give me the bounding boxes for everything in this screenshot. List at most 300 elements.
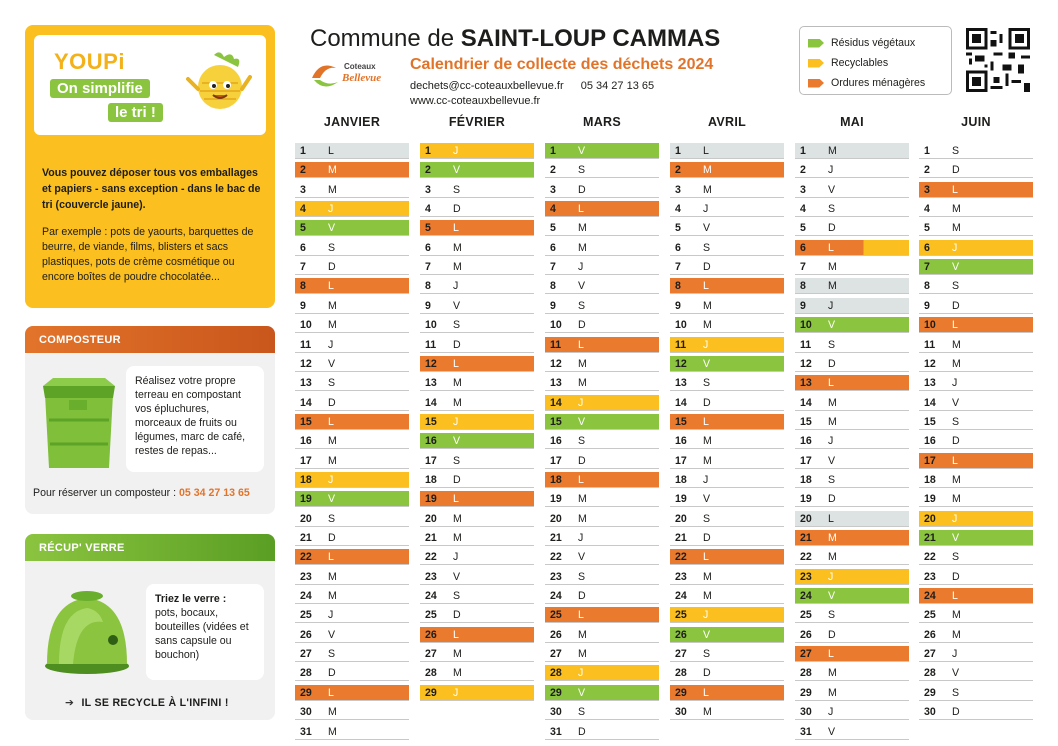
weekday-letter: S xyxy=(952,280,960,293)
day-row xyxy=(795,317,909,333)
weekday-letter: M xyxy=(453,396,462,409)
day-number: 18 xyxy=(550,473,562,486)
day-row xyxy=(545,201,659,217)
weekday-letter: M xyxy=(703,164,712,177)
day-number: 12 xyxy=(675,357,687,370)
day-row xyxy=(295,433,409,449)
weekday-letter: M xyxy=(828,261,837,274)
day-row xyxy=(295,375,409,391)
day-number: 4 xyxy=(300,203,306,216)
day-number: 3 xyxy=(924,183,930,196)
weekday-letter: J xyxy=(703,473,709,486)
day-number: 26 xyxy=(300,628,312,641)
day-row xyxy=(919,549,1033,565)
day-row xyxy=(795,685,909,701)
day-number: 30 xyxy=(800,706,812,719)
weekday-letter: M xyxy=(578,648,587,661)
day-number: 18 xyxy=(800,473,812,486)
day-number: 11 xyxy=(675,338,687,351)
day-number: 3 xyxy=(550,183,556,196)
commune-name: SAINT-LOUP CAMMAS xyxy=(460,25,721,52)
day-number: 18 xyxy=(924,473,936,486)
day-row xyxy=(295,317,409,333)
day-number: 10 xyxy=(924,319,936,332)
day-number: 21 xyxy=(800,532,812,544)
day-number: 6 xyxy=(300,241,306,254)
youpi-title: YOUPi xyxy=(54,49,125,74)
day-number: 20 xyxy=(800,512,812,525)
weekday-letter: J xyxy=(952,512,958,525)
day-number: 25 xyxy=(675,609,687,622)
day-number: 22 xyxy=(300,551,312,564)
day-row xyxy=(919,665,1033,681)
weekday-letter: M xyxy=(828,551,837,564)
month-column xyxy=(670,115,784,719)
day-row xyxy=(545,375,659,391)
day-row xyxy=(295,453,409,469)
legend-yellow-tag-icon xyxy=(808,59,824,68)
day-number: 15 xyxy=(924,415,936,428)
day-row xyxy=(420,240,534,256)
weekday-letter: L xyxy=(453,493,459,506)
day-number: 22 xyxy=(675,551,687,564)
day-number: 13 xyxy=(675,377,687,390)
day-row xyxy=(919,511,1033,527)
day-number: 13 xyxy=(800,377,812,390)
weekday-letter: D xyxy=(952,435,960,448)
day-row xyxy=(545,685,659,701)
day-row xyxy=(420,685,534,701)
arrow-right-icon: ➔ xyxy=(65,697,75,709)
weekday-letter: L xyxy=(578,203,584,216)
day-number: 11 xyxy=(425,338,437,351)
day-row xyxy=(545,433,659,449)
day-row xyxy=(795,665,909,681)
day-number: 5 xyxy=(800,222,806,235)
weekday-letter: S xyxy=(703,512,711,525)
weekday-letter: M xyxy=(328,706,337,719)
day-number: 3 xyxy=(675,183,681,196)
day-number: 7 xyxy=(425,261,431,274)
day-row xyxy=(545,704,659,720)
day-number: 12 xyxy=(550,357,562,370)
day-row xyxy=(420,220,534,236)
day-number: 21 xyxy=(425,532,437,544)
day-row xyxy=(295,240,409,256)
weekday-letter: D xyxy=(952,164,960,177)
weekday-letter: D xyxy=(703,667,711,680)
day-row xyxy=(420,375,534,391)
weekday-letter: M xyxy=(453,667,462,680)
day-number: 8 xyxy=(800,280,806,293)
day-row xyxy=(795,511,909,527)
day-number: 7 xyxy=(924,261,930,274)
day-number: 15 xyxy=(425,415,437,428)
commune-prefix: Commune de xyxy=(310,25,455,52)
day-number: 4 xyxy=(675,203,681,216)
month-name: FÉVRIER xyxy=(448,115,506,129)
day-row xyxy=(670,627,784,643)
weekday-letter: J xyxy=(453,280,459,293)
day-row xyxy=(295,724,409,740)
legend-label: Recyclables xyxy=(831,57,889,69)
weekday-letter: M xyxy=(578,493,587,506)
weekday-letter: V xyxy=(952,532,960,544)
day-number: 22 xyxy=(924,551,936,564)
day-number: 6 xyxy=(924,241,930,254)
weekday-letter: D xyxy=(453,203,461,216)
day-row xyxy=(795,472,909,488)
day-number: 4 xyxy=(550,203,556,216)
day-number: 19 xyxy=(425,493,437,506)
day-number: 14 xyxy=(800,396,812,409)
weekday-letter: L xyxy=(328,280,334,293)
weekday-letter: V xyxy=(578,551,586,564)
weekday-letter: J xyxy=(952,377,958,390)
day-number: 18 xyxy=(300,473,312,486)
contact-email[interactable]: dechets@cc-coteauxbellevue.fr xyxy=(410,80,564,92)
day-number: 26 xyxy=(675,628,687,641)
weekday-letter: M xyxy=(578,628,587,641)
day-row xyxy=(919,317,1033,333)
weekday-letter: S xyxy=(828,473,836,486)
day-number: 26 xyxy=(550,628,562,641)
youpi-tagline-1: On simplifie xyxy=(50,79,150,98)
day-row xyxy=(919,569,1033,585)
weekday-letter: J xyxy=(828,435,834,448)
day-number: 8 xyxy=(924,280,930,293)
day-number: 23 xyxy=(675,570,687,583)
weekday-letter: L xyxy=(828,648,834,661)
weekday-letter: M xyxy=(952,493,961,506)
day-number: 3 xyxy=(300,183,306,196)
weekday-letter: S xyxy=(828,203,836,216)
day-number: 10 xyxy=(800,319,812,332)
day-number: 28 xyxy=(924,667,936,680)
day-number: 27 xyxy=(425,648,437,661)
day-row xyxy=(545,530,659,546)
day-row xyxy=(295,511,409,527)
weekday-letter: S xyxy=(703,648,711,661)
weekday-letter: J xyxy=(453,145,459,157)
day-number: 27 xyxy=(550,648,562,661)
day-row xyxy=(295,569,409,585)
youpi-tagline-2: le tri ! xyxy=(108,103,163,122)
weekday-letter: V xyxy=(453,570,461,583)
weekday-letter: L xyxy=(703,551,709,564)
day-row xyxy=(795,395,909,411)
tri-info-card xyxy=(25,25,275,308)
day-row xyxy=(420,549,534,565)
weekday-letter: M xyxy=(328,435,337,448)
day-number: 3 xyxy=(800,183,806,196)
day-row xyxy=(795,453,909,469)
weekday-letter: M xyxy=(578,241,587,254)
recup-verre-bubble-text: pots, bocaux, bouteilles (vidées et sans capsule ou bouchon) xyxy=(155,607,249,661)
weekday-letter: S xyxy=(453,319,461,332)
month-name: MARS xyxy=(582,115,621,129)
day-row xyxy=(295,162,409,178)
day-row xyxy=(295,201,409,217)
day-number: 14 xyxy=(300,396,312,409)
weekday-letter: S xyxy=(828,609,836,622)
weekday-letter: D xyxy=(952,570,960,583)
day-row xyxy=(670,549,784,565)
day-row xyxy=(670,511,784,527)
weekday-letter: V xyxy=(703,628,711,641)
day-row xyxy=(670,220,784,236)
day-number: 13 xyxy=(425,377,437,390)
day-number: 5 xyxy=(550,222,556,235)
day-number: 25 xyxy=(550,609,562,622)
day-row xyxy=(919,278,1033,294)
weekday-letter: D xyxy=(453,609,461,622)
legend-item-vegetaux xyxy=(808,33,943,53)
weekday-letter: D xyxy=(328,396,336,409)
day-row xyxy=(545,472,659,488)
day-number: 7 xyxy=(300,261,306,274)
day-row xyxy=(919,259,1033,275)
weekday-letter: S xyxy=(328,241,336,254)
day-number: 11 xyxy=(800,338,812,351)
day-number: 15 xyxy=(675,415,687,428)
day-number: 10 xyxy=(675,319,687,332)
day-number: 25 xyxy=(924,609,936,622)
day-row xyxy=(795,646,909,662)
day-row xyxy=(919,588,1033,604)
day-row xyxy=(545,549,659,565)
day-row xyxy=(919,395,1033,411)
weekday-letter: L xyxy=(328,551,334,564)
day-row xyxy=(919,472,1033,488)
weekday-letter: L xyxy=(952,183,958,196)
weekday-letter: L xyxy=(453,357,459,370)
day-number: 14 xyxy=(425,396,437,409)
day-row xyxy=(420,182,534,198)
day-number: 5 xyxy=(924,222,930,235)
day-number: 16 xyxy=(425,435,437,448)
day-number: 8 xyxy=(300,280,306,293)
day-row xyxy=(545,588,659,604)
day-row xyxy=(670,685,784,701)
day-row xyxy=(420,453,534,469)
page-subtitle: Calendrier de collecte des déchets 2024 xyxy=(410,56,714,73)
weekday-letter: L xyxy=(952,319,958,332)
weekday-letter: J xyxy=(578,261,584,274)
day-number: 16 xyxy=(675,435,687,448)
weekday-letter: M xyxy=(828,532,837,544)
day-number: 17 xyxy=(800,454,812,467)
day-row xyxy=(670,317,784,333)
day-row xyxy=(670,182,784,198)
weekday-letter: L xyxy=(453,628,459,641)
weekday-letter: J xyxy=(328,203,334,216)
day-row xyxy=(545,607,659,623)
day-row xyxy=(795,259,909,275)
weekday-letter: J xyxy=(578,667,584,680)
day-row xyxy=(670,375,784,391)
composteur-reservation-label: Pour réserver un composteur : xyxy=(33,487,177,499)
day-row xyxy=(295,298,409,314)
day-row xyxy=(919,375,1033,391)
weekday-letter: M xyxy=(328,454,337,467)
weekday-letter: M xyxy=(328,725,337,738)
day-row xyxy=(670,646,784,662)
day-row xyxy=(545,491,659,507)
day-row xyxy=(420,414,534,430)
weekday-letter: V xyxy=(578,145,586,157)
day-row xyxy=(545,317,659,333)
weekday-letter: D xyxy=(328,261,336,274)
day-number: 12 xyxy=(924,357,936,370)
day-row xyxy=(670,240,784,256)
weekday-letter: V xyxy=(828,454,836,467)
weekday-letter: M xyxy=(703,570,712,583)
day-number: 24 xyxy=(924,590,936,603)
contact-website[interactable]: www.cc-coteauxbellevue.fr xyxy=(410,95,541,107)
day-row xyxy=(545,337,659,353)
day-number: 19 xyxy=(550,493,562,506)
day-row xyxy=(919,182,1033,198)
day-number: 14 xyxy=(924,396,936,409)
day-number: 10 xyxy=(425,319,437,332)
day-row xyxy=(545,395,659,411)
month-name: JUIN xyxy=(961,115,991,129)
day-row xyxy=(670,665,784,681)
day-number: 12 xyxy=(300,357,312,370)
day-number: 2 xyxy=(425,164,431,177)
day-number: 16 xyxy=(550,435,562,448)
day-row xyxy=(295,588,409,604)
weekday-letter: V xyxy=(578,415,586,428)
recup-verre-bubble-title: Triez le verre : xyxy=(155,593,227,605)
weekday-letter: M xyxy=(828,396,837,409)
day-row xyxy=(670,143,784,159)
day-row xyxy=(795,375,909,391)
day-row xyxy=(919,607,1033,623)
day-number: 27 xyxy=(300,648,312,661)
weekday-letter: D xyxy=(703,532,711,544)
recup-verre-card xyxy=(25,534,275,720)
day-number: 28 xyxy=(300,667,312,680)
weekday-letter: V xyxy=(453,164,461,177)
day-number: 7 xyxy=(800,261,806,274)
weekday-letter: M xyxy=(578,222,587,235)
day-row xyxy=(420,143,534,159)
day-number: 31 xyxy=(800,725,812,738)
day-number: 30 xyxy=(300,706,312,719)
tri-bold-text: Vous pouvez déposer tous vos emballages et papiers - sans exception - dans le bac de tri (couvercle jaune). xyxy=(42,167,261,211)
day-row xyxy=(420,162,534,178)
day-row xyxy=(919,337,1033,353)
day-row xyxy=(295,665,409,681)
weekday-letter: J xyxy=(453,551,459,564)
month-column xyxy=(295,115,409,738)
weekday-letter: S xyxy=(952,145,960,157)
day-row xyxy=(795,278,909,294)
day-row xyxy=(919,453,1033,469)
day-row xyxy=(795,724,909,740)
day-row xyxy=(420,317,534,333)
day-row xyxy=(670,337,784,353)
day-number: 2 xyxy=(550,164,556,177)
day-row xyxy=(420,337,534,353)
mascot-icon xyxy=(184,49,252,117)
day-number: 8 xyxy=(425,280,431,293)
weekday-letter: M xyxy=(328,299,337,312)
day-row xyxy=(795,220,909,236)
day-row xyxy=(670,569,784,585)
weekday-letter: M xyxy=(828,145,837,157)
day-number: 19 xyxy=(675,493,687,506)
day-row xyxy=(670,395,784,411)
day-number: 23 xyxy=(300,570,312,583)
day-row xyxy=(795,356,909,372)
day-number: 6 xyxy=(425,241,431,254)
weekday-letter: V xyxy=(952,667,960,680)
weekday-letter: M xyxy=(828,280,837,293)
weekday-letter: J xyxy=(828,570,834,583)
weekday-letter: L xyxy=(952,590,958,603)
weekday-letter: J xyxy=(952,648,958,661)
weekday-letter: L xyxy=(453,222,459,235)
weekday-letter: M xyxy=(578,377,587,390)
composteur-phone[interactable]: 05 34 27 13 65 xyxy=(179,487,250,499)
day-number: 27 xyxy=(675,648,687,661)
day-number: 13 xyxy=(300,377,312,390)
day-row xyxy=(295,259,409,275)
day-number: 26 xyxy=(425,628,437,641)
qr-code-icon[interactable] xyxy=(966,28,1030,92)
day-row xyxy=(295,646,409,662)
weekday-letter: L xyxy=(703,145,709,157)
weekday-letter: M xyxy=(952,473,961,486)
weekday-letter: V xyxy=(703,357,711,370)
day-number: 9 xyxy=(425,299,431,312)
day-row xyxy=(919,201,1033,217)
glass-bin-icon xyxy=(37,582,137,678)
day-number: 24 xyxy=(300,590,312,603)
month-column xyxy=(919,115,1033,719)
contact-phone[interactable]: 05 34 27 13 65 xyxy=(580,80,655,92)
day-number: 17 xyxy=(300,454,312,467)
day-number: 4 xyxy=(425,203,431,216)
weekday-letter: S xyxy=(578,299,586,312)
day-number: 29 xyxy=(425,686,437,699)
day-number: 7 xyxy=(675,261,681,274)
weekday-letter: J xyxy=(328,473,334,486)
day-number: 9 xyxy=(924,299,930,312)
weekday-letter: D xyxy=(328,667,336,680)
weekday-letter: M xyxy=(703,706,712,719)
month-name: JANVIER xyxy=(323,115,381,129)
day-row xyxy=(295,143,409,159)
weekday-letter: M xyxy=(328,183,337,196)
day-row xyxy=(420,472,534,488)
day-row xyxy=(545,220,659,236)
weekday-letter: L xyxy=(578,473,584,486)
day-row xyxy=(545,569,659,585)
day-row xyxy=(295,337,409,353)
day-number: 15 xyxy=(800,415,812,428)
day-number: 19 xyxy=(300,493,312,506)
weekday-letter: M xyxy=(453,512,462,525)
day-number: 20 xyxy=(924,512,936,525)
day-number: 21 xyxy=(675,532,687,544)
weekday-letter: M xyxy=(703,299,712,312)
weekday-letter: J xyxy=(453,686,459,699)
weekday-letter: J xyxy=(703,203,709,216)
